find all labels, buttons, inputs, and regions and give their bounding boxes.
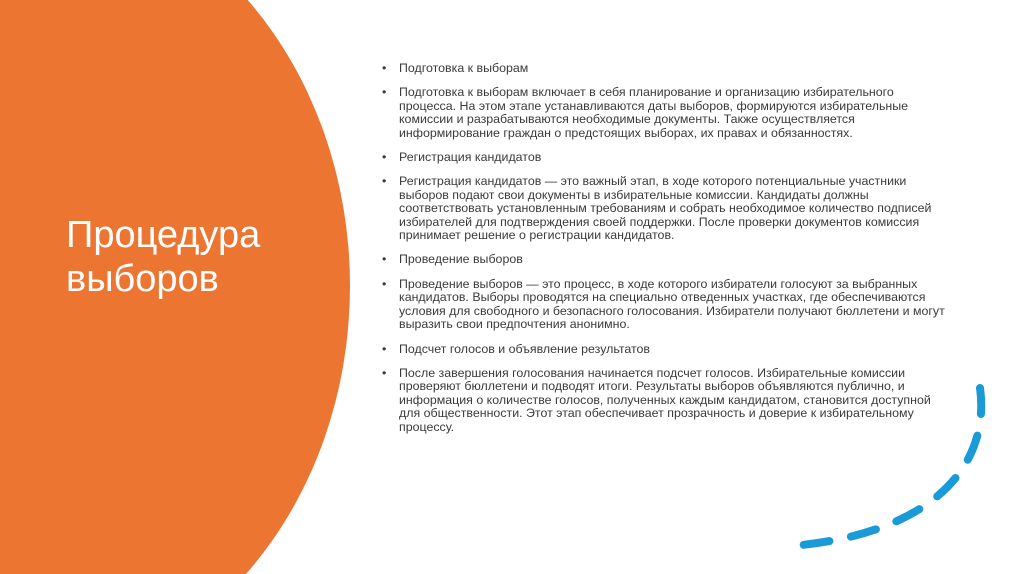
- slide-title-line-1: Процедура: [66, 214, 261, 256]
- bullet-item-heading-registration: • Регистрация кандидатов: [382, 151, 952, 164]
- bullet-item-text-preparation: • Подготовка к выборам включает в себя планирование и организацию избирательного процесса. На этом этапе устанавливаются даты выборов, формируются избирательные комиссии и разрабатываются необходимые документы. Также осуществляется информирование граждан о предстоящих выборах, их правах и обязанностях.: [382, 86, 952, 140]
- bullet-item-heading-voting: • Проведение выборов: [382, 253, 952, 266]
- dashed-arc-decoration: [790, 380, 990, 560]
- bullet-item-text-voting: • Проведение выборов — это процесс, в ходе которого избиратели голосуют за выбранных кандидатов. Выборы проводятся на специально отведенных участках, где обеспечиваются условия для свободного и безопасного голосования. Избиратели получают бюллетени и могут выразить свои предпочтения анонимно.: [382, 278, 952, 332]
- bullet-item-heading-preparation: • Подготовка к выборам: [382, 62, 952, 75]
- bullet-item-heading-counting: • Подсчет голосов и объявление результатов: [382, 343, 952, 356]
- bullet-item-text-counting: • После завершения голосования начинается подсчет голосов. Избирательные комиссии проверяют бюллетени и подводят итоги. Результаты выборов объявляются публично, и информация о количестве голосов, полученных каждым кандидатом, становится доступной для общественности. Этот этап обеспечивает прозрачность и доверие к избирательному процессу.: [382, 367, 952, 434]
- slide-title-line-2: выборов: [66, 258, 219, 300]
- slide-title: [66, 213, 346, 301]
- bullet-item-text-registration: • Регистрация кандидатов — это важный этап, в ходе которого потенциальные участники выборов подают свои документы в избирательные комиссии. Кандидаты должны соответствовать установленным требованиям и собрать необходимое количество подписей избирателей для подтверждения своей поддержки. После проверки документов комиссия принимает решение о регистрации кандидатов.: [382, 175, 952, 242]
